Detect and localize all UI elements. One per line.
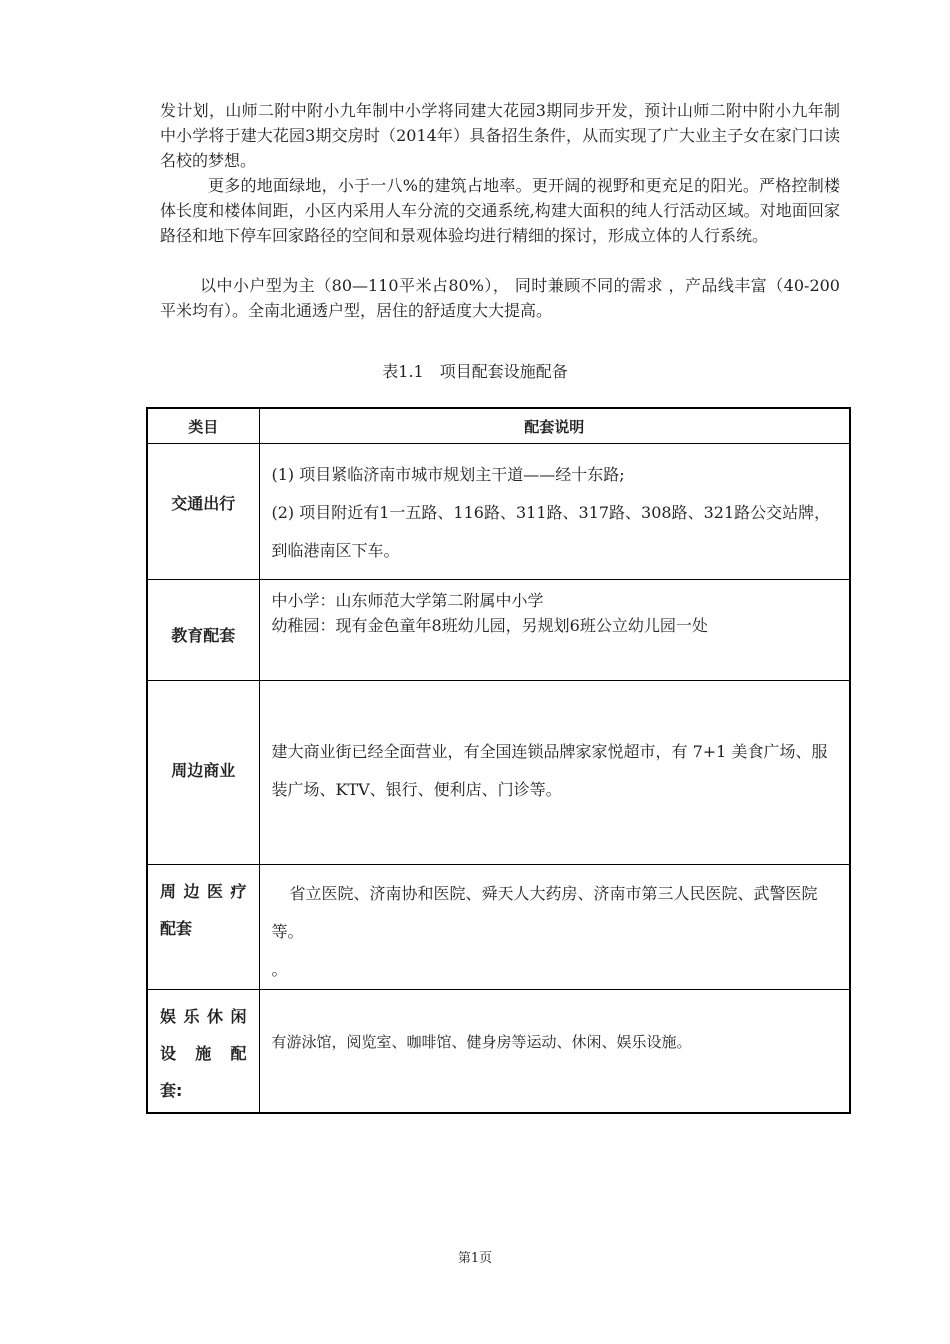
- table-header-row: [147, 408, 850, 444]
- row-category: 交通出行: [147, 444, 259, 580]
- description-line: 省立医院、济南协和医院、舜天人大药房、济南市第三人民医院、武警医院等。: [271, 884, 818, 941]
- row-description: [259, 580, 850, 681]
- category-line: 周边医疗: [160, 882, 247, 901]
- table-row: [147, 444, 850, 580]
- row-description: [259, 990, 850, 1113]
- body-paragraph-2: 更多的地面绿地，小于一八%的建筑占地率。更开阔的视野和更充足的阳光。严格控制楼体长度和楼体间距，小区内采用人车分流的交通系统,构建大面积的纯人行活动区域。对地面回家路径和地下停车回家路径的空间和景观体验均进行精细的探讨，形成立体的人行系统。: [160, 176, 840, 245]
- description-line: 幼稚园：现有金色童年8班幼儿园，另规划6班公立幼儿园一处: [271, 616, 708, 635]
- header-category: 类目: [147, 408, 259, 444]
- table-row: [147, 681, 850, 865]
- body-paragraph-3: 以中小户型为主（80—110平米占80%）， 同时兼顾不同的需求 ，产品线丰富（40-200平米均有）。全南北通透户型，居住的舒适度大大提高。: [160, 276, 840, 320]
- description-line: 有游泳馆，阅览室、咖啡馆、健身房等运动、休闲、娱乐设施。: [271, 1033, 692, 1051]
- description-line: 中小学：山东师范大学第二附属中小学: [271, 591, 544, 610]
- page-number: 第1页: [457, 1251, 493, 1266]
- category-line: 娱乐休闲: [160, 1007, 247, 1026]
- row-category: 教育配套: [147, 580, 259, 681]
- row-category: [147, 865, 259, 990]
- row-category: 周边商业: [147, 681, 259, 865]
- table-caption: 表1.1 项目配套设施配备: [382, 362, 568, 381]
- row-description: [259, 865, 850, 990]
- row-category: [147, 990, 259, 1113]
- description-line: 建大商业街已经全面营业，有全国连锁品牌家家悦超市，有 7+1 美食广场、服装广场、KTV、银行、便利店、门诊等。: [271, 742, 828, 799]
- body-paragraph-1: 发计划，山师二附中附小九年制中小学将同建大花园3期同步开发，预计山师二附中附小九年制中小学将于建大花园3期交房时（2014年）具备招生条件，从而实现了广大业主子女在家门口读名校的梦想。: [160, 101, 840, 170]
- description-line: (1) 项目紧临济南市城市规划主干道——经十东路;: [271, 465, 625, 484]
- category-line: 配套: [160, 919, 193, 938]
- facilities-table: [146, 407, 851, 1114]
- table-row: [147, 865, 850, 990]
- category-line: 套:: [160, 1081, 183, 1100]
- table-row: [147, 990, 850, 1113]
- row-description: [259, 681, 850, 865]
- header-description: 配套说明: [259, 408, 850, 444]
- description-line: (2) 项目附近有1一五路、116路、311路、317路、308路、321路公交站牌，到临港南区下车。: [271, 503, 831, 560]
- description-line: 。: [271, 960, 288, 979]
- row-description: [259, 444, 850, 580]
- table-row: [147, 580, 850, 681]
- category-line: 设施配: [160, 1044, 247, 1063]
